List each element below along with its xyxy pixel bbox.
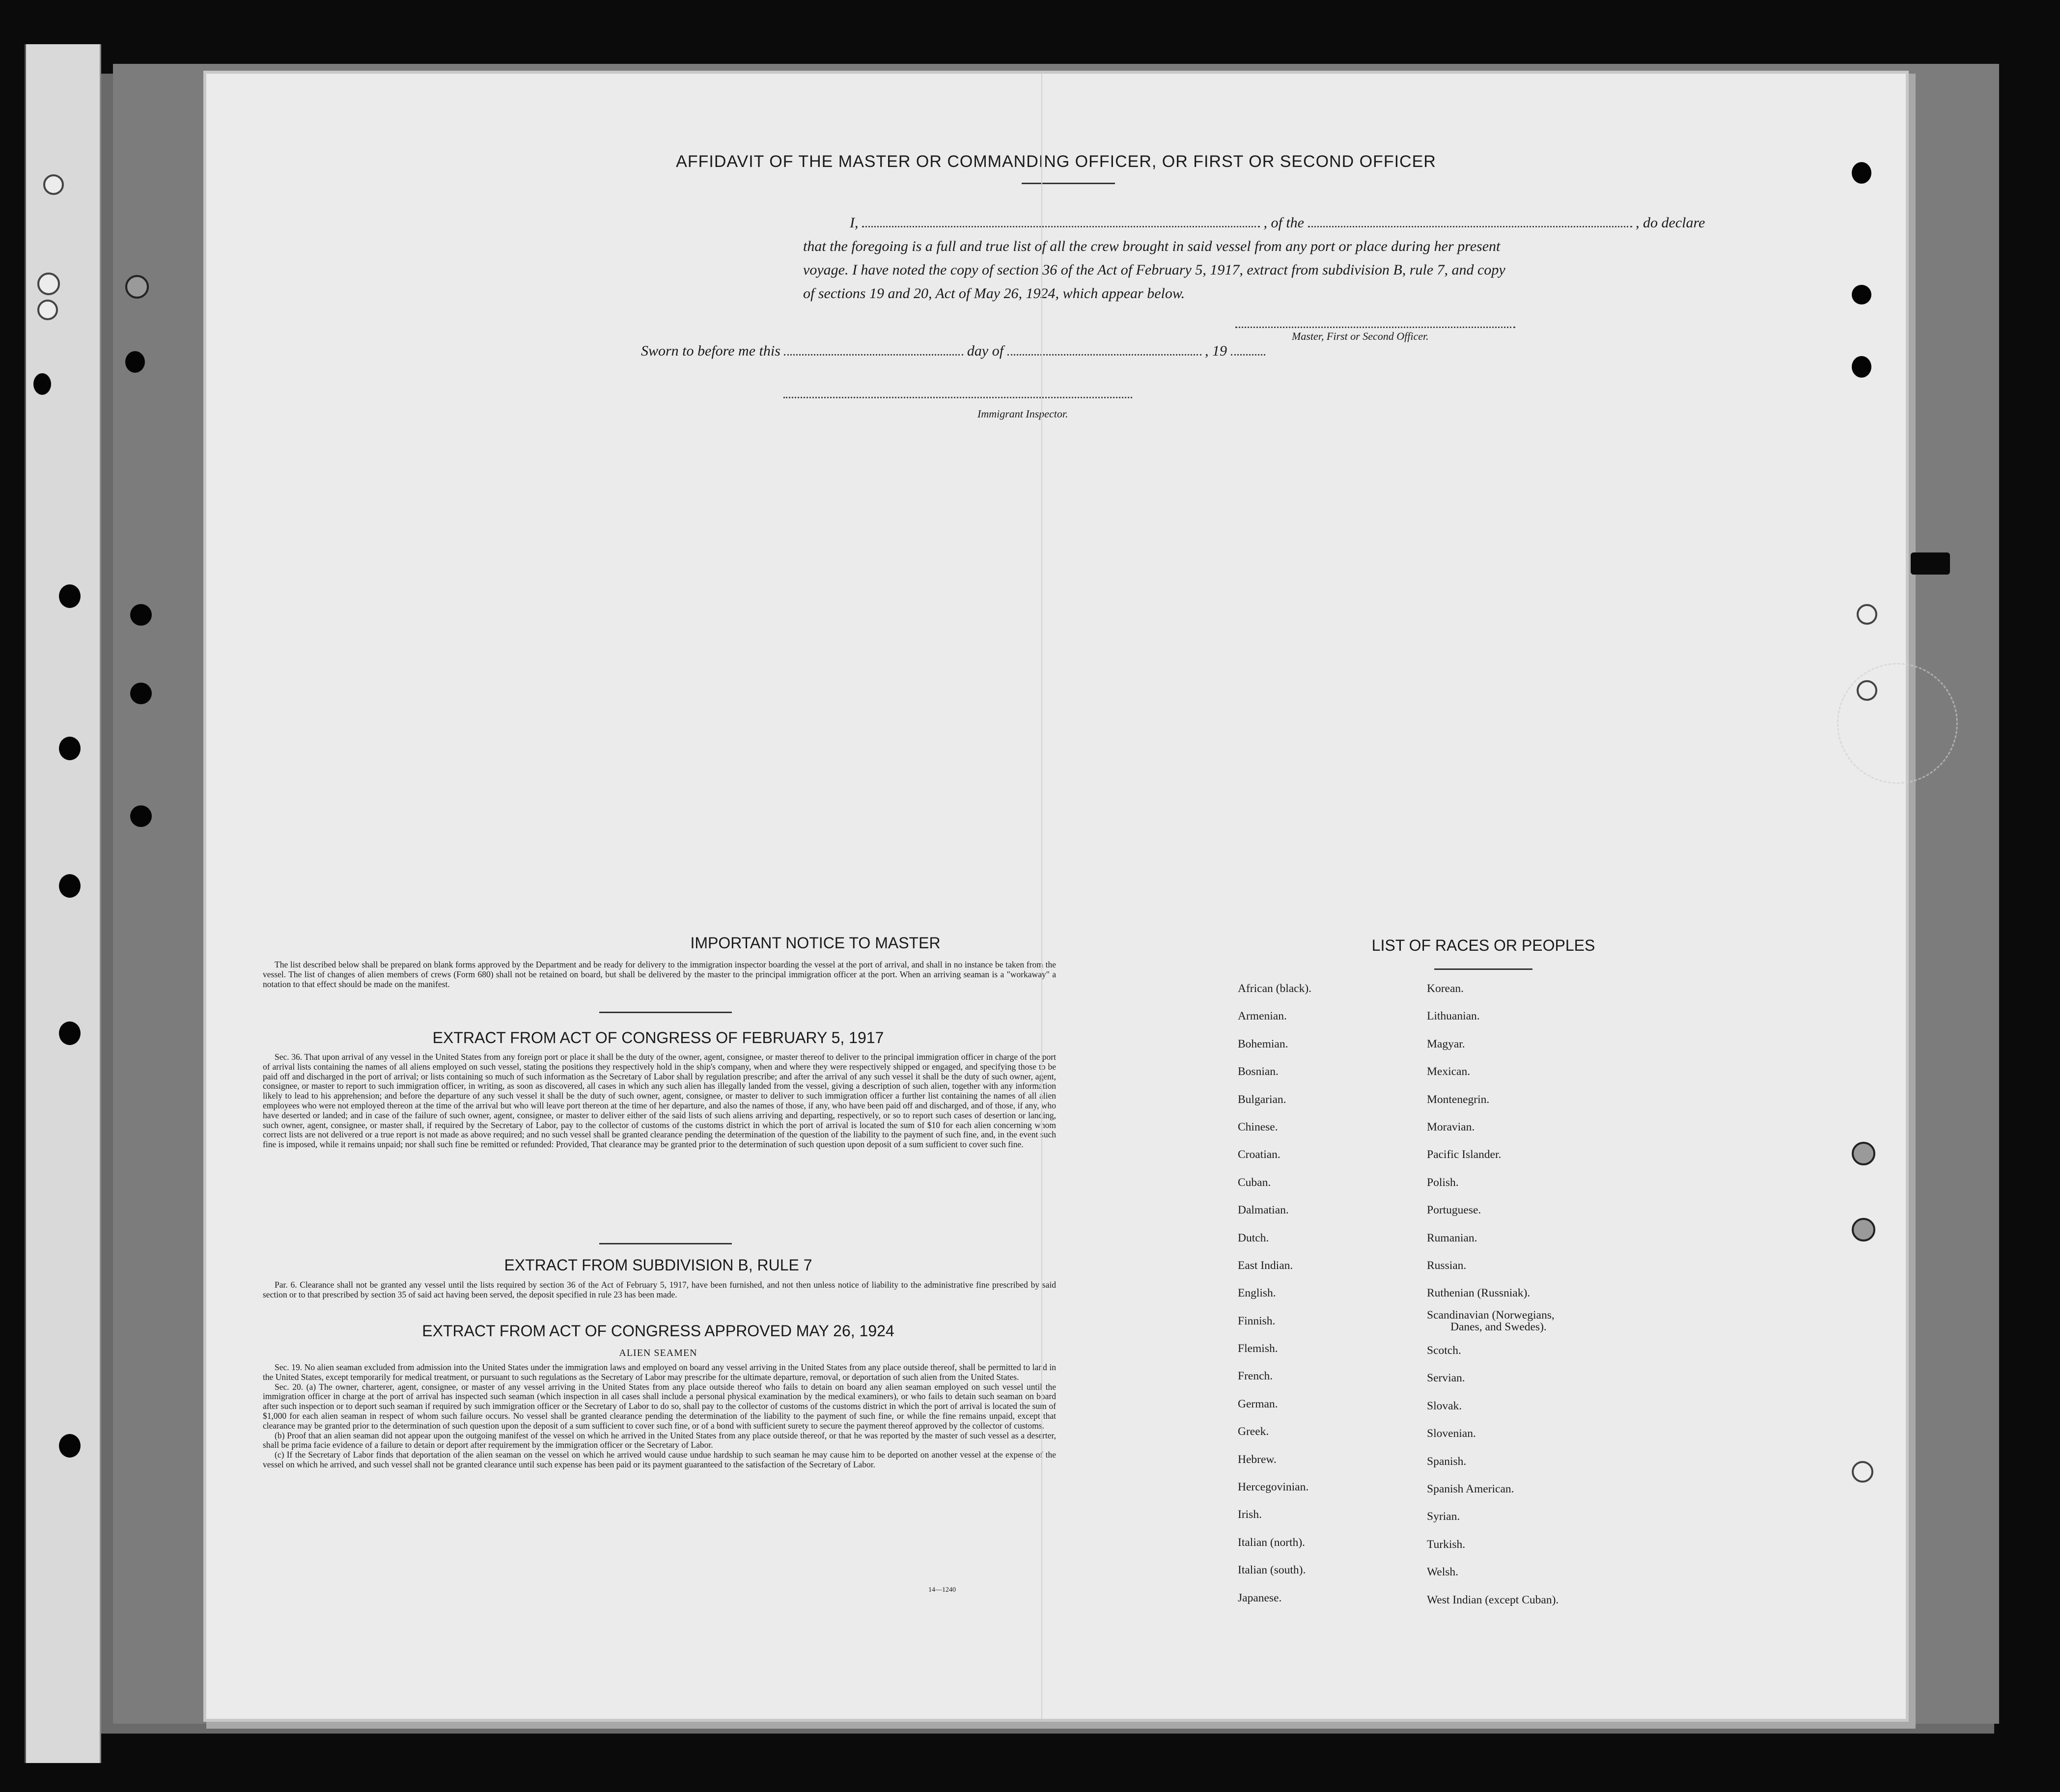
binding-hole — [130, 805, 152, 827]
race-item: Korean. — [1427, 982, 1464, 995]
race-item: Hercegovinian. — [1238, 1481, 1309, 1494]
race-item: Montenegrin. — [1427, 1093, 1490, 1106]
sworn-line — [641, 343, 1265, 359]
races-title-underline — [1434, 968, 1532, 970]
extract-1917-text — [263, 1052, 1056, 1150]
race-item: Bulgarian. — [1238, 1093, 1286, 1106]
races-title: LIST OF RACES OR PEOPLES — [1371, 937, 1595, 954]
binding-hole — [1852, 285, 1871, 304]
race-item: Finnish. — [1238, 1314, 1276, 1327]
race-item: Armenian. — [1238, 1010, 1287, 1023]
race-item-line: Scandinavian (Norwegians, — [1427, 1308, 1555, 1322]
race-item: Polish. — [1427, 1176, 1459, 1189]
race-item: Dutch. — [1238, 1231, 1269, 1244]
race-item: Moravian. — [1427, 1120, 1475, 1133]
race-item: Slovak. — [1427, 1399, 1462, 1412]
race-item: Bosnian. — [1238, 1065, 1279, 1078]
race-item: Servian. — [1427, 1372, 1465, 1385]
race-item: Slovenian. — [1427, 1427, 1476, 1440]
race-item: Dalmatian. — [1238, 1204, 1289, 1217]
binding-hole — [125, 351, 145, 373]
race-item: African (black). — [1238, 982, 1312, 995]
extract-1924-sec19: Sec. 19. No alien seaman excluded from admission into the United States under the immigration laws and employed on board any vessel arriving in the United States from any place outside thereof, shall be permitted to land in the United States, except temporarily for medical treatment, or pursuant to such regulations as the Secretary of Labor may prescribe for the ultimate departure, removal, or deportation of such alien from the United States. — [263, 1362, 1056, 1382]
extract-1917-title: EXTRACT FROM ACT OF CONGRESS OF FEBRUARY 5, 1917 — [432, 1029, 884, 1047]
affidavit-line2: that the foregoing is a full and true list of all the crew brought in said vessel from any port or place during her present — [803, 238, 1501, 254]
affidavit-i: I, — [850, 215, 859, 231]
binding-strip — [25, 44, 101, 1763]
race-item — [1427, 1307, 1559, 1337]
races-left-column — [1238, 975, 1311, 1612]
race-item: Cuban. — [1238, 1176, 1271, 1189]
binding-hole — [1852, 162, 1871, 184]
binding-hole — [130, 604, 152, 626]
binding-hole — [59, 737, 81, 760]
notice-title: IMPORTANT NOTICE TO MASTER — [690, 934, 941, 952]
affidavit-line4: of sections 19 and 20, Act of May 26, 1924, which appear below. — [803, 285, 1185, 302]
binding-hole — [37, 273, 60, 295]
binding-hole — [59, 1434, 81, 1458]
race-item: Lithuanian. — [1427, 1010, 1480, 1023]
manifest-sheet — [206, 74, 1906, 1719]
master-signature-label: Master, First or Second Officer. — [1292, 330, 1429, 342]
extract-rule7-title: EXTRACT FROM SUBDIVISION B, RULE 7 — [504, 1256, 812, 1274]
race-item: Italian (south). — [1238, 1564, 1306, 1577]
race-item: Flemish. — [1238, 1342, 1278, 1355]
binding-hole — [1852, 1142, 1875, 1165]
race-item: German. — [1238, 1397, 1278, 1410]
day-of-label: day of — [967, 343, 1004, 359]
affidavit-of-the: , of the — [1263, 215, 1304, 231]
sworn-month-blank[interactable] — [1007, 354, 1201, 356]
race-item: Magyar. — [1427, 1037, 1465, 1050]
title-underline — [1022, 183, 1115, 184]
extract-1917-paragraph: Sec. 36. That upon arrival of any vessel in the United States from any foreign port or place it shall be the duty of the owner, agent, consignee, or master thereof to deliver to the principal immigration officer in charge of the port of arrival lists containing the names of all aliens employed on such vessel, stating the positions they respectively hold in the ship's company, when and where they were respectively shipped or engaged, and specifying those to be paid off and discharged in the port of arrival; or lists containing so much of such information as the Secretary of Labor shall by regulation prescribe; and after the arrival of any such vessel it shall be the duty of such owner, agent, consignee, or master to report to such immigration officer, in writing, as soon as discovered, all cases in which any such alien has illegally landed from the vessel, giving a description of such alien, together with any information likely to lead to his apprehension; and before the departure of any such vessel it shall be the duty of such owner, agent, consignee, or master to deliver to such immigration officer a further list containing the names of all alien employees who were not employed thereon at the time of the arrival but who will leave port thereon at the time of her departure, and also the names of those, if any, who have been paid off and discharged, and of those, if any, who have deserted or landed; and in case of the failure of such owner, agent, consignee, or master to deliver either of the said lists of such aliens arriving and departing, respectively, or so to report such cases of desertion or landing, such owner, agent, consignee, or master shall, if required by the Secretary of Labor, pay to the collector of customs of the customs district in which the port of arrival is located the sum of $10 for each alien concerning whom correct lists are not delivered or a true report is not made as above required; and no such vessel shall be granted clearance pending the determination of the question of the liability to the payment of such fine, and, in the event such fine is imposed, while it remains unpaid; nor shall such fine be remitted or refunded: Provided, That clearance may be granted prior to the determination of such question upon deposit of a sum sufficient to cover such fine. — [263, 1052, 1056, 1150]
extract-rule7-text — [263, 1280, 1056, 1300]
race-item: Japanese. — [1238, 1591, 1282, 1604]
binding-hole — [1852, 1461, 1873, 1483]
binding-hole — [1857, 680, 1877, 701]
race-item: Welsh. — [1427, 1566, 1459, 1579]
form-number: 14—1240 — [928, 1586, 956, 1594]
race-item: Hebrew. — [1238, 1453, 1277, 1466]
inspector-signature-line[interactable] — [783, 397, 1132, 398]
binding-hole — [59, 1021, 81, 1045]
race-item: Russian. — [1427, 1259, 1467, 1272]
affidavit-line3: voyage. I have noted the copy of section 36 of the Act of February 5, 1917, extract from subdivision B, rule 7, and copy — [803, 262, 1505, 278]
affidavit-title: AFFIDAVIT OF THE MASTER OR COMMANDING OFFICER, OR FIRST OR SECOND OFFICER — [676, 152, 1436, 171]
binding-hole — [43, 174, 64, 195]
race-item: Pacific Islander. — [1427, 1148, 1502, 1161]
race-item: English. — [1238, 1287, 1276, 1300]
race-item: East Indian. — [1238, 1259, 1293, 1272]
vessel-blank[interactable] — [1308, 226, 1632, 227]
binding-hole — [37, 300, 58, 320]
race-item: French. — [1238, 1370, 1273, 1383]
notice-paragraph: The list described below shall be prepared on blank forms approved by the Department and be ready for delivery to the immigration inspector boarding the vessel at the port of arrival, and shall in no instance be taken from the vessel. The list of changes of alien members of crews (Form 680) shall not be retained on board, but shall be delivered by the master to the principal immigration officer at the port. When an arriving seaman is a "workaway" a notation to that effect should be made on the manifest. — [263, 960, 1056, 989]
binding-hole — [130, 683, 152, 704]
race-item: Mexican. — [1427, 1065, 1471, 1078]
sworn-day-blank[interactable] — [784, 354, 963, 356]
race-item: Portuguese. — [1427, 1204, 1481, 1217]
race-item: Ruthenian (Russniak). — [1427, 1287, 1531, 1300]
alien-seamen-subtitle: ALIEN SEAMEN — [619, 1348, 697, 1358]
race-item: Chinese. — [1238, 1120, 1278, 1133]
name-blank[interactable] — [862, 226, 1260, 227]
faint-stamp — [1837, 663, 1958, 784]
race-item: Irish. — [1238, 1508, 1262, 1521]
race-item: Scotch. — [1427, 1344, 1461, 1357]
master-signature-line[interactable] — [1235, 327, 1515, 328]
race-item-line: Danes, and Swedes). — [1450, 1320, 1547, 1333]
black-tab — [1911, 552, 1950, 575]
race-item: Italian (north). — [1238, 1536, 1306, 1549]
sworn-year-blank[interactable] — [1231, 354, 1265, 356]
extract-1924-sec20a: Sec. 20. (a) The owner, charterer, agent, consignee, or master of any vessel arriving in the United States from any place outside thereof who fails to detain on board any alien seaman employed on such vessel until the immigration officer in charge at the port of arrival has inspected such seaman (which inspection in all cases shall include a personal physical examination by the medical examiners), or who fails to detain such seaman on board after such inspection or to deport such seaman if required by such immigration officer or the Secretary of Labor to do so, shall pay to the collector of customs of the customs district in which the port of arrival is located the sum of $1,000 for each alien seaman in respect of whom such failure occurs. No vessel shall be granted clearance pending the determination of the liability to the payment of such fine, or while the fine remains unpaid, except that clearance may be granted prior to the determination of such question upon the deposit of a sum sufficient to cover such fine, or of a bond with sufficient surety to secure the payment thereof approved by the collector of customs. — [263, 1381, 1056, 1431]
affidavit-statement — [634, 211, 1763, 305]
race-item: Rumanian. — [1427, 1231, 1477, 1244]
race-item: Turkish. — [1427, 1538, 1466, 1551]
race-item: Syrian. — [1427, 1510, 1460, 1523]
binding-hole — [33, 373, 51, 395]
extract-1924-text — [263, 1363, 1056, 1470]
binding-hole — [125, 275, 149, 299]
race-item: West Indian (except Cuban). — [1427, 1593, 1559, 1606]
extract-1924-title: EXTRACT FROM ACT OF CONGRESS APPROVED MAY 26, 1924 — [422, 1322, 894, 1340]
races-right-column — [1427, 975, 1559, 1614]
extract-1924-sec20b: (b) Proof that an alien seaman did not appear upon the outgoing manifest of the vessel on which he arrived in the United States from any place outside thereof, or that he was reported by the master of such vessel as a deserter, shall be prima facie evidence of a failure to detain or deport after requirement by the immigration officer or the Secretary of Labor. — [263, 1430, 1056, 1450]
divider — [599, 1243, 732, 1244]
notice-text — [263, 960, 1056, 989]
race-item: Spanish American. — [1427, 1483, 1514, 1496]
binding-hole — [1852, 1218, 1875, 1241]
inspector-signature-label: Immigrant Inspector. — [977, 408, 1068, 420]
year-prefix: , 19 — [1205, 343, 1227, 359]
extract-rule7-paragraph: Par. 6. Clearance shall not be granted any vessel until the lists required by section 36 of the Act of February 5, 1917, have been furnished, and not then unless notice of liability to the administrative fine prescribed by said section or to that prescribed by section 35 of said act having been served, the deposit specified in rule 23 has been made. — [263, 1280, 1056, 1299]
race-item: Spanish. — [1427, 1455, 1467, 1468]
sworn-before-label: Sworn to before me this — [641, 343, 780, 359]
race-item: Bohemian. — [1238, 1037, 1288, 1050]
binding-hole — [1852, 356, 1871, 378]
divider — [599, 1012, 732, 1013]
race-item: Croatian. — [1238, 1148, 1281, 1161]
binding-hole — [1857, 604, 1877, 625]
binding-hole — [59, 874, 81, 898]
binding-hole — [59, 584, 81, 608]
race-item: Greek. — [1238, 1425, 1269, 1438]
affidavit-do-declare: , do declare — [1636, 215, 1705, 231]
extract-1924-sec20c: (c) If the Secretary of Labor finds that deportation of the alien seaman on the vessel on which he arrived would cause undue hardship to such seaman he may cause him to be deported on another vessel at the expense of the vessel on which he arrived, and such vessel shall not be granted clearance until such expense has been paid or its payment guaranteed to the satisfaction of the Secretary of Labor. — [263, 1450, 1056, 1469]
